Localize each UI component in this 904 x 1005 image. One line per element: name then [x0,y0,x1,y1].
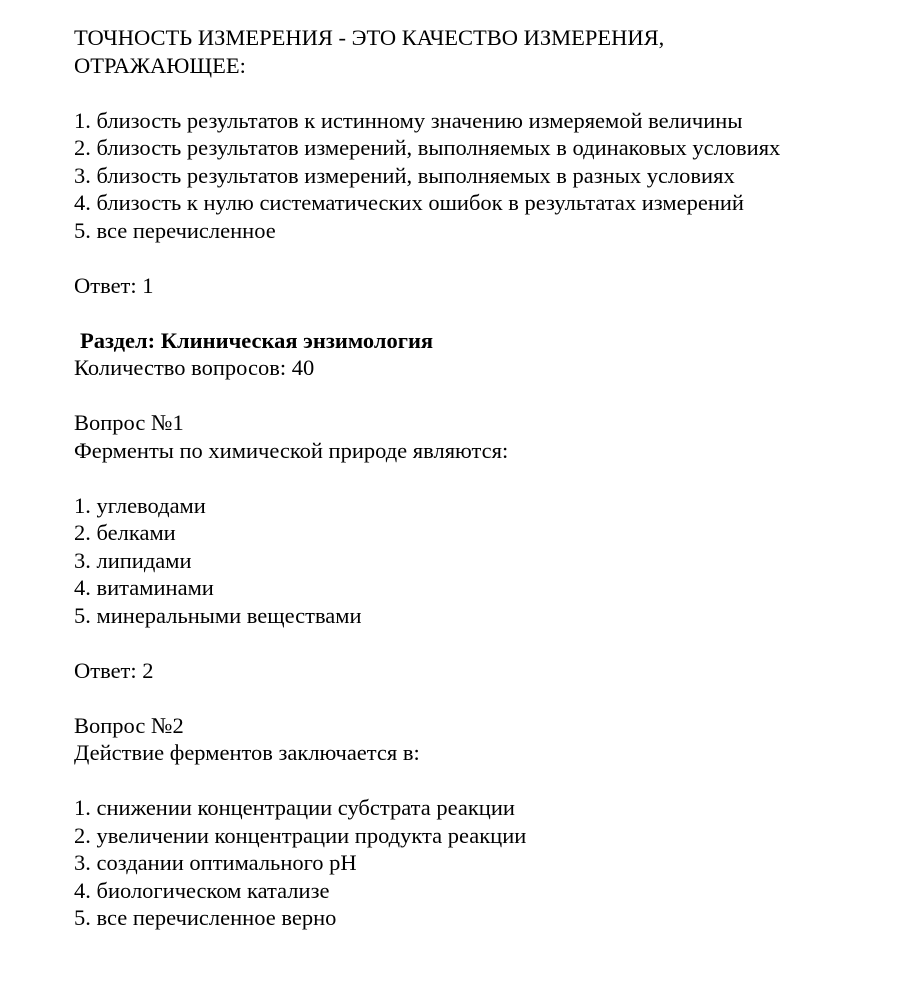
question-count: Количество вопросов: 40 [74,355,315,380]
option-item: 3. липидами [74,547,192,573]
option-item: 4. витаминами [74,575,214,600]
option-item: 2. белками [74,520,176,545]
answer-text: Ответ: 2 [74,657,154,683]
question-text: Ферменты по химической природе являются: [74,437,509,463]
option-item: 1. снижении концентрации субстрата реакции [74,795,515,820]
section-title: Раздел: Клиническая энзимология [80,327,434,353]
section-header [74,327,874,382]
question-number: Вопрос №1 [74,410,184,435]
intro-question-block [74,24,874,299]
question-text-line-1: ТОЧНОСТЬ ИЗМЕРЕНИЯ - ЭТО КАЧЕСТВО ИЗМЕРЕНИЯ, [74,25,665,50]
document-page [74,24,874,932]
option-item: 1. углеводами [74,492,206,518]
option-item: 2. близость результатов измерений, выполняемых в одинаковых условиях [74,135,781,160]
question-1-block [74,409,874,684]
option-item: 2. увеличении концентрации продукта реакции [74,822,527,848]
option-item: 4. близость к нулю систематических ошибок в результатах измерений [74,190,744,215]
question-2-block [74,712,874,932]
answer-text: Ответ: 1 [74,272,154,298]
option-item: 3. создании оптимального рН [74,850,357,875]
option-item: 3. близость результатов измерений, выполняемых в разных условиях [74,162,735,188]
option-item: 5. все перечисленное верно [74,905,337,930]
option-item: 5. минеральными веществами [74,602,362,628]
question-text: Действие ферментов заключается в: [74,740,420,765]
option-item: 1. близость результатов к истинному значению измеряемой величины [74,107,743,133]
question-text-line-2: ОТРАЖАЮЩЕЕ: [74,52,246,78]
option-item: 5. все перечисленное [74,217,276,243]
question-number: Вопрос №2 [74,712,184,738]
option-item: 4. биологическом катализе [74,877,330,903]
